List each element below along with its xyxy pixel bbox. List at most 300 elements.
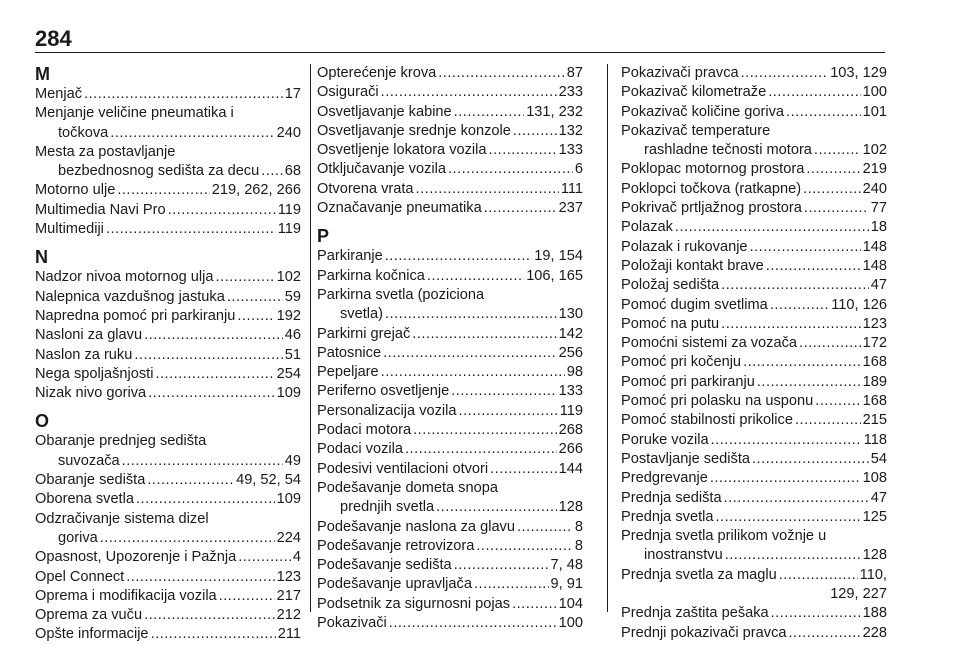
entry-term: Pokazivač količine goriva [621,103,785,120]
entry-term: Podešavanje dometa snopa [317,479,498,496]
entry-pages: 211 [277,626,301,643]
entry-term: Nadzor nivoa motornog ulja [35,269,214,286]
dot-leader [721,315,860,334]
dot-leader [412,325,556,344]
entry-pages: 188 [862,605,887,622]
dot-leader [381,363,565,382]
index-entry [317,199,583,218]
index-entry [621,604,887,623]
dot-leader [803,180,861,199]
entry-line [621,546,887,565]
dot-leader [757,373,861,392]
entry-line [621,604,887,623]
entry-line [317,122,583,141]
dot-leader [804,199,869,218]
entry-line [317,325,583,344]
entry-pages: 19, 154 [534,248,583,265]
entry-line [35,143,301,162]
entry-term: Nega spoljašnjosti [35,365,154,382]
entry-term: Prednja svetla prilikom vožnje u [621,528,827,545]
entry-term: Pokrivač prtljažnog prostora [621,200,802,217]
entry-term: Osvetljavanje kabine [317,103,452,120]
entry-term: Parkirna kočnica [317,267,425,284]
entry-pages: 4 [292,549,301,566]
entry-pages: 9, 91 [550,576,583,593]
dot-leader [806,160,860,179]
entry-line [35,510,301,529]
entry-line [317,498,583,517]
entry-subterm: inostranstvu [644,547,723,564]
index-entry [35,201,301,220]
entry-line [317,267,583,286]
entry-pages: 49 [284,452,301,469]
entry-line [317,556,583,575]
index-entry [621,566,887,605]
entry-pages: 266 [558,441,583,458]
entry-pages: 224 [276,529,301,546]
index-entry [317,83,583,102]
entry-pages: 237 [558,200,583,217]
entry-pages: 219 [862,161,887,178]
entry-pages: 125 [862,508,887,525]
entry-pages: 110, [859,566,887,583]
entry-line [35,568,301,587]
dot-leader [215,268,274,287]
entry-term: Podešavanje retrovizora [317,537,475,554]
dot-leader [448,160,573,179]
dot-leader [438,64,565,83]
dot-leader [261,162,283,181]
dot-leader [459,402,558,421]
entry-pages: 102 [276,269,301,286]
entry-line [35,548,301,567]
dot-leader [100,529,275,548]
entry-line [317,363,583,382]
dot-leader [814,141,861,160]
index-entry [35,268,301,287]
entry-term: Menjanje veličine pneumatika i [35,105,234,122]
index-entry [621,199,887,218]
entry-term: Nizak nivo goriva [35,385,147,402]
entry-term: Parkirna svetla (poziciona [317,286,485,303]
entry-line [317,421,583,440]
index-entry [621,469,887,488]
entry-line [317,614,583,633]
index-entry [317,421,583,440]
index-entry [35,346,301,365]
index-entry [35,548,301,567]
entry-line [35,606,301,625]
entry-line [35,124,301,143]
index-entry [317,575,583,594]
dot-leader [513,122,557,141]
dot-leader [238,548,291,567]
dot-leader [237,307,274,326]
dot-leader [227,288,283,307]
index-entry [35,587,301,606]
entry-term: Menjač [35,86,83,102]
entry-term: Pokazivači [317,615,387,632]
entry-term: Patosnice [317,344,382,361]
entry-term: Predgrevanje [621,470,708,487]
entry-pages: 17 [284,86,301,102]
index-entry [317,325,583,344]
index-entry [35,490,301,509]
entry-term: Pomoć pri kočenju [621,354,742,371]
dot-leader [110,124,274,143]
entry-line [621,527,887,546]
dot-leader [389,614,557,633]
index-entry [35,307,301,326]
entry-term: Napredna pomoć pri parkiranju [35,307,236,324]
entry-pages: 217 [276,587,301,604]
dot-leader [405,440,557,459]
dot-leader [489,141,557,160]
index-entry [621,489,887,508]
index-entry [317,595,583,614]
index-entry [621,64,887,83]
entry-line [317,83,583,102]
entry-pages: 119 [559,402,583,419]
entry-pages: 240 [862,180,887,197]
dot-leader [484,199,557,218]
entry-pages: 132 [558,122,583,139]
entry-line [621,469,887,488]
index-entry [317,440,583,459]
entry-line [35,288,301,307]
entry-pages: 47 [870,489,887,506]
entry-pages: 51 [284,346,301,363]
entry-line [317,141,583,160]
entry-term: Opšte informacije [35,626,149,643]
entry-line [621,392,887,411]
dot-leader [517,518,573,537]
entry-pages: 102 [862,142,887,159]
dot-leader [144,606,275,625]
index-entry [35,606,301,625]
entry-pages: 109 [276,491,301,508]
entry-pages: 254 [276,365,301,382]
entry-term: Obaranje prednjeg sedišta [35,433,207,450]
entry-term: Nalepnica vazdušnog jastuka [35,288,225,305]
entry-line [35,432,301,451]
entry-line [35,471,301,490]
entry-pages: 168 [862,354,887,371]
index-entry [317,363,583,382]
index-entry [317,267,583,286]
dot-leader [385,247,533,266]
dot-leader [383,344,557,363]
index-entry [621,353,887,372]
index-entry [621,315,887,334]
dot-leader [144,326,283,345]
index-entry [621,334,887,353]
entry-subterm: suvozača [58,452,120,469]
index-entry [621,122,887,161]
entry-term: Polazak [621,219,673,236]
entry-subterm: svetla) [340,306,383,323]
entry-line [621,122,887,141]
entry-pages: 168 [862,393,887,410]
index-entry [317,141,583,160]
entry-term: Periferno osvetljenje [317,383,450,400]
entry-pages: 77 [870,200,887,217]
entry-pages: 128 [862,547,887,564]
dot-leader [436,498,557,517]
index-entry [35,432,301,471]
dot-leader [106,220,276,239]
index-entry [35,85,301,104]
index-entry [317,344,583,363]
entry-term: Pokazivači pravca [621,65,739,81]
entry-term: Pomoć dugim svetlima [621,296,768,313]
dot-leader [715,508,860,527]
entry-pages: 46 [284,327,301,344]
index-entry [317,160,583,179]
entry-pages: 219, 262, 266 [211,182,301,199]
entry-pages-continued: 129, 227 [830,586,887,603]
entry-pages: 111 [560,180,583,197]
entry-term: Podešavanje naslona za glavu [317,518,515,535]
dot-leader [117,181,209,200]
entry-pages: 133 [558,383,583,400]
index-entry [35,365,301,384]
entry-line [317,440,583,459]
entry-pages: 18 [870,219,887,236]
entry-pages: 59 [284,288,301,305]
entry-line [35,587,301,606]
entry-term: Polazak i rukovanje [621,238,748,255]
entry-line [621,180,887,199]
entry-pages: 123 [276,568,301,585]
dot-leader [786,103,861,122]
entry-term: Parkirni grejač [317,325,411,342]
section-letter: P [317,226,330,247]
index-entry [35,143,301,182]
dot-leader [413,421,557,440]
dot-leader [155,365,274,384]
entry-term: Poklopac motornog prostora [621,161,805,178]
dot-leader [385,305,557,324]
entry-term: Poruke vozila [621,431,709,448]
index-entry [621,103,887,122]
index-entry [621,411,887,430]
index-entry [621,257,887,276]
entry-pages: 98 [566,364,583,381]
entry-pages: 212 [276,607,301,624]
entry-term: Prednja sedišta [621,489,722,506]
entry-line [317,537,583,556]
entry-line [35,490,301,509]
entry-term: Pomoćni sistemi za vozača [621,335,798,352]
index-entry [621,83,887,102]
index-entry [35,510,301,549]
dot-leader [724,489,869,508]
entry-line [35,201,301,220]
dot-leader [148,384,275,403]
index-entry [621,527,887,566]
dot-leader [381,83,557,102]
entry-term: Postavljanje sedišta [621,450,750,467]
entry-line [35,268,301,287]
entry-line [317,382,583,401]
dot-leader [743,353,861,372]
entry-pages: 131, 232 [526,103,583,120]
entry-pages: 54 [870,450,887,467]
index-entry [35,220,301,239]
index-entry [621,276,887,295]
entry-term: Prednji pokazivači pravca [621,624,787,641]
entry-pages: 8 [574,537,583,554]
entry-pages: 109 [276,385,301,402]
entry-term: Pomoć pri parkiranju [621,373,755,390]
entry-line [621,315,887,334]
entry-term: Multimedia Navi Pro [35,201,166,218]
entry-line [621,160,887,179]
entry-term: Označavanje pneumatika [317,200,482,217]
entry-pages: 49, 52, 54 [236,472,301,489]
entry-line [35,307,301,326]
dot-leader [476,537,573,556]
dot-leader [219,587,275,606]
index-entry [317,247,583,266]
dot-leader [768,83,860,102]
index-column-3 [621,64,887,643]
entry-pages: 148 [862,238,887,255]
index-entry [317,286,583,325]
header-rule [35,52,885,53]
entry-line [317,199,583,218]
entry-line [621,83,887,102]
entry-line [317,595,583,614]
section-letter: N [35,247,48,268]
index-entry [317,402,583,421]
index-entry [621,431,887,450]
entry-term: Odzračivanje sistema dizel [35,510,209,527]
entry-pages: 8 [574,518,583,535]
entry-line [621,296,887,315]
entry-term: Položaji kontakt brave [621,257,764,274]
entry-term: Pokazivač temperature [621,122,771,139]
entry-pages: 118 [863,431,887,448]
entry-line [621,141,887,160]
dot-leader [770,296,829,315]
index-entry [317,103,583,122]
entry-term: Personalizacija vozila [317,402,457,419]
index-entry [35,181,301,200]
entry-pages: 6 [574,161,583,178]
dot-leader [147,471,234,490]
index-entry [621,296,887,315]
entry-pages: 100 [862,84,887,101]
entry-term: Podaci motora [317,422,412,439]
entry-line [317,64,583,83]
dot-leader [168,201,276,220]
entry-term: Podesivi ventilacioni otvori [317,460,489,477]
index-entry [621,450,887,469]
entry-line [35,162,301,181]
entry-term: Prednja zaštita pešaka [621,605,769,622]
dot-leader [512,595,557,614]
entry-line [621,489,887,508]
entry-pages: 128 [558,499,583,516]
entry-line [317,575,583,594]
entry-line [621,238,887,257]
entry-line [621,257,887,276]
entry-term: Pokazivač kilometraže [621,84,767,101]
entry-pages: 87 [566,65,583,81]
entry-term: Osigurači [317,84,379,101]
index-entry [317,460,583,479]
entry-pages: 106, 165 [526,267,583,284]
entry-line [621,624,887,643]
entry-pages: 101 [862,103,887,120]
entry-line [621,566,887,585]
entry-term: Parkiranje [317,248,383,265]
entry-line [621,431,887,450]
index-entry [621,160,887,179]
dot-leader [126,568,274,587]
dot-leader [122,452,283,471]
entry-pages: 104 [558,595,583,612]
entry-pages: 119 [277,221,301,238]
entry-line [621,450,887,469]
section-letter: M [35,64,50,84]
entry-term: Nasloni za glavu [35,327,143,344]
entry-line [317,305,583,324]
index-column-1 [35,64,301,645]
entry-pages: 47 [870,277,887,294]
column-divider [607,64,608,612]
entry-line [35,365,301,384]
entry-pages: 100 [558,615,583,632]
entry-pages: 103, 129 [830,65,887,81]
dot-leader [750,238,861,257]
index-entry [317,479,583,518]
index-column-2 [317,64,583,633]
dot-leader [752,450,869,469]
entry-term: Opel Connect [35,568,125,585]
dot-leader [771,604,861,623]
entry-pages: 268 [558,422,583,439]
dot-leader [725,546,861,565]
entry-line [317,344,583,363]
entry-pages: 189 [862,373,887,390]
entry-term: Pomoć na putu [621,315,720,332]
dot-leader [134,346,282,365]
entry-line [317,160,583,179]
entry-subterm: točkova [58,124,109,141]
entry-line [35,220,301,239]
entry-line [35,452,301,471]
entry-term: Obaranje sedišta [35,472,146,489]
dot-leader [815,392,860,411]
entry-term: Podešavanje sedišta [317,557,452,574]
entry-term: Motorno ulje [35,182,116,199]
dot-leader [474,575,549,594]
index-entry [317,556,583,575]
index-entry [35,568,301,587]
entry-line [621,373,887,392]
index-entry [35,471,301,490]
entry-term: Opterećenje krova [317,65,437,81]
dot-leader [711,431,862,450]
entry-line [317,247,583,266]
index-entry [35,384,301,403]
entry-line [35,85,301,104]
index-entry [317,382,583,401]
entry-term: Podsetnik za sigurnosni pojas [317,595,511,612]
